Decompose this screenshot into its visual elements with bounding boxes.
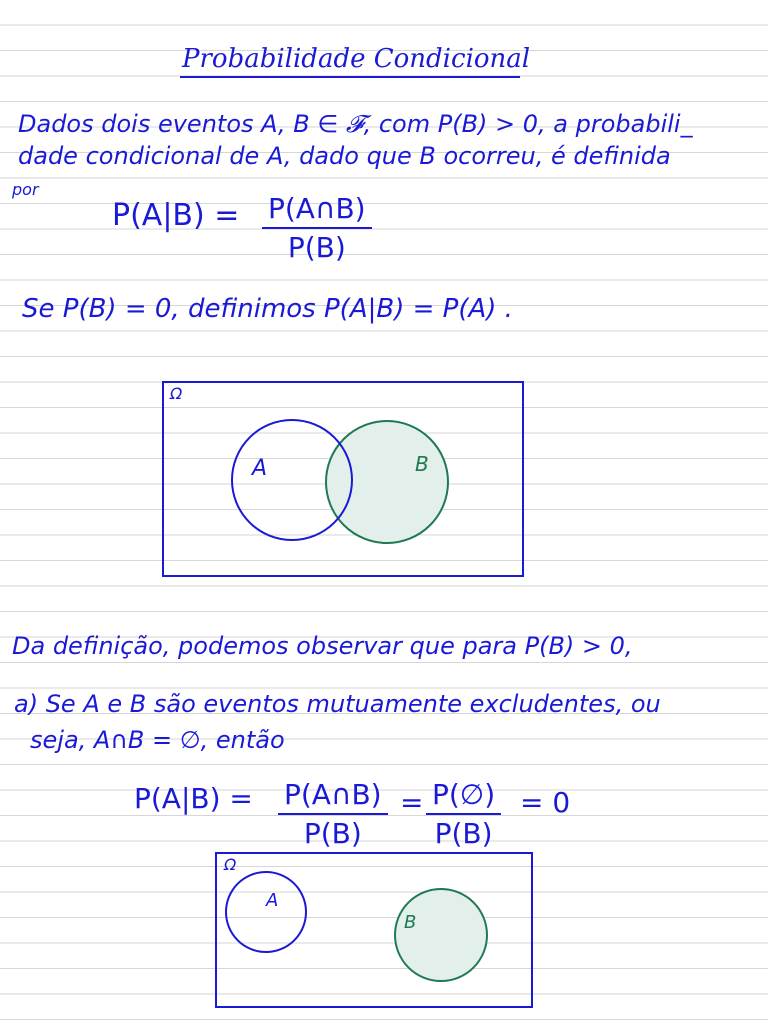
intro-line-3: por bbox=[12, 180, 39, 199]
def-formula-lhs: P(A|B) = bbox=[112, 198, 240, 233]
event-b-label-1: B bbox=[415, 452, 429, 476]
formula2-equals-1: = bbox=[400, 786, 424, 819]
formula2-equals-zero: = 0 bbox=[520, 786, 571, 819]
intro-line-1: Dados dois eventos A, B ∈ 𝓕, com P(B) > 0, a probabili_ bbox=[18, 110, 693, 138]
formula2-frac1-numerator: P(A∩B) bbox=[284, 778, 382, 811]
sample-space-box-2 bbox=[215, 852, 533, 1008]
zero-case-text: Se P(B) = 0, definimos P(A|B) = P(A) . bbox=[22, 294, 513, 324]
def-formula-denominator: P(B) bbox=[287, 231, 346, 264]
formula2-frac1-denominator: P(B) bbox=[303, 817, 362, 850]
formula2-frac2-denominator: P(B) bbox=[434, 817, 493, 850]
event-a-label-1: A bbox=[252, 456, 268, 481]
fraction-bar bbox=[426, 813, 501, 815]
formula2-frac2-numerator: P(∅) bbox=[432, 778, 496, 811]
omega-label-2: Ω bbox=[224, 855, 237, 874]
event-b-circle-1 bbox=[326, 421, 448, 543]
item-a-line-2: seja, A∩B = ∅, então bbox=[30, 726, 285, 754]
formula2-lhs: P(A|B) = bbox=[134, 782, 253, 815]
observation-text: Da definição, podemos observar que para P(B) > 0, bbox=[12, 632, 633, 660]
formula2-fraction-2 bbox=[426, 778, 501, 850]
item-a-line-1: a) Se A e B são eventos mutuamente excludentes, ou bbox=[14, 690, 661, 718]
def-formula-numerator: P(A∩B) bbox=[268, 192, 366, 225]
fraction-bar bbox=[278, 813, 388, 815]
page-title: Probabilidade Condicional bbox=[182, 44, 531, 74]
intro-line-2: dade condicional de A, dado que B ocorreu, é definida bbox=[18, 142, 671, 170]
formula2-fraction-1 bbox=[278, 778, 388, 850]
event-b-label-2: B bbox=[404, 912, 417, 933]
omega-label-1: Ω bbox=[170, 384, 183, 403]
event-a-label-2: A bbox=[266, 890, 279, 911]
